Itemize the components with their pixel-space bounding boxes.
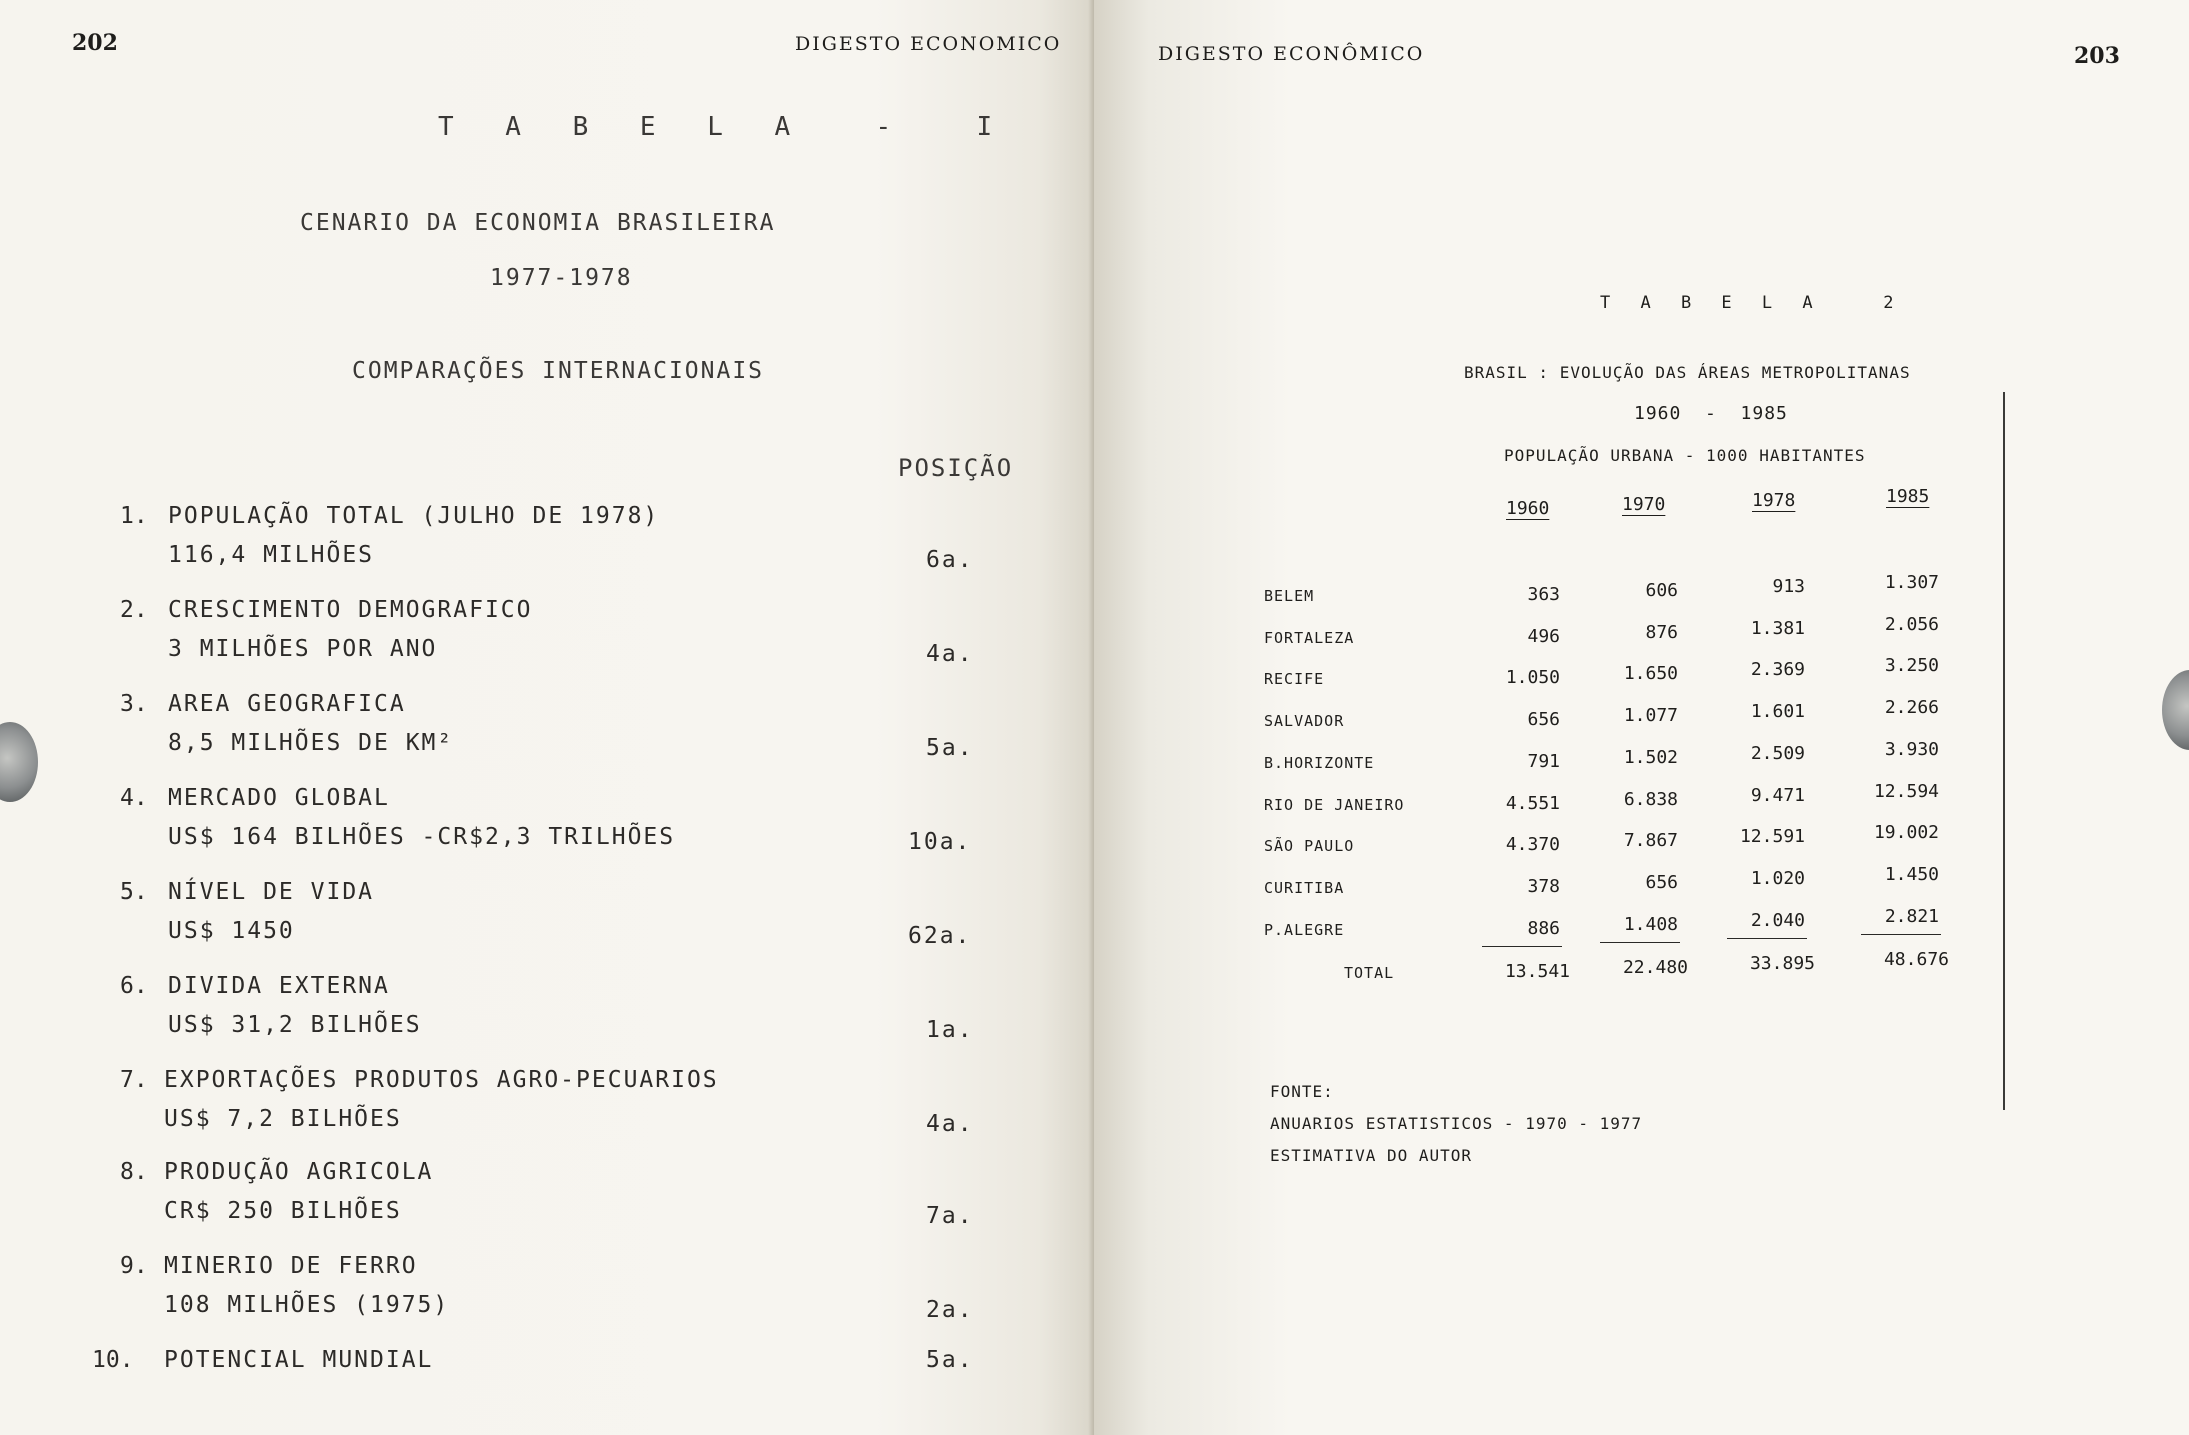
table-cell: 1.381 (1750, 617, 1805, 639)
table-cell: 1.408 (1623, 913, 1678, 935)
item-number: 7. (120, 1067, 148, 1093)
item-position: 6a. (926, 547, 974, 573)
source-label: FONTE: (1270, 1082, 1334, 1101)
item-title: MINERIO DE FERRO (164, 1253, 418, 1279)
table-cell: 656 (1527, 709, 1560, 731)
table-cell: 3.930 (1884, 738, 1939, 760)
city-label: SÃO PAULO (1264, 837, 1355, 856)
table-cell: 4.551 (1505, 792, 1560, 814)
table-1-section: COMPARAÇÕES INTERNACIONAIS (352, 358, 765, 384)
table-cell: 1.050 (1505, 667, 1560, 689)
city-label: P.ALEGRE (1264, 920, 1345, 939)
column-header-1978: 1978 (1752, 490, 1796, 511)
sum-underline (1727, 938, 1807, 940)
binder-hole-left (0, 722, 38, 802)
left-page (0, 0, 1094, 1435)
item-number: 8. (120, 1159, 148, 1185)
table-cell: 606 (1645, 580, 1678, 601)
table-cell: 4.370 (1505, 834, 1560, 856)
city-label: FORTALEZA (1264, 628, 1355, 647)
table-cell: 656 (1645, 871, 1678, 893)
item-number: 2. (120, 597, 148, 623)
total-cell: 22.480 (1622, 957, 1688, 979)
city-label: CURITIBA (1264, 878, 1345, 897)
table-1-title: T A B E L A - I (438, 112, 1011, 142)
item-title: POPULAÇÃO TOTAL (JULHO DE 1978) (168, 503, 660, 529)
item-number: 4. (120, 785, 148, 811)
item-position: 4a. (926, 1111, 974, 1137)
table-cell: 2.056 (1884, 613, 1939, 635)
total-cell: 33.895 (1749, 953, 1815, 975)
source-line-1: ANUARIOS ESTATISTICOS - 1970 - 1977 (1270, 1114, 1643, 1133)
table-cell: 886 (1527, 917, 1560, 939)
item-value: US$ 1450 (168, 918, 295, 944)
table-cell: 2.266 (1884, 697, 1939, 719)
item-title: EXPORTAÇÕES PRODUTOS AGRO-PECUARIOS (164, 1067, 719, 1093)
sum-underline (1861, 934, 1941, 936)
city-label: RIO DE JANEIRO (1264, 795, 1405, 814)
table-cell: 2.821 (1884, 905, 1939, 927)
table-cell: 496 (1527, 625, 1560, 647)
item-number: 10. (92, 1347, 134, 1373)
table-cell: 12.594 (1873, 780, 1939, 802)
item-position: 1a. (926, 1017, 974, 1043)
column-header-1960: 1960 (1506, 498, 1550, 519)
item-title: AREA GEOGRAFICA (168, 691, 406, 717)
item-position: 10a. (908, 829, 972, 855)
item-value: 3 MILHÕES POR ANO (168, 636, 438, 662)
table-cell: 1.020 (1750, 867, 1805, 889)
table-cell: 1.307 (1884, 572, 1939, 593)
city-label: SALVADOR (1264, 712, 1345, 731)
item-title: NÍVEL DE VIDA (168, 879, 375, 905)
table-cell: 378 (1527, 875, 1560, 897)
binder-hole-right (2162, 670, 2189, 750)
table-2-title: T A B E L A 2 (1600, 293, 1904, 313)
item-value: US$ 164 BILHÕES -CR$2,3 TRILHÕES (168, 824, 676, 850)
table-2-right-rule (2003, 392, 2005, 1110)
item-value: US$ 31,2 BILHÕES (168, 1012, 422, 1038)
table-cell: 2.509 (1750, 742, 1805, 764)
column-header-1970: 1970 (1622, 494, 1666, 515)
sum-underline (1600, 942, 1680, 944)
table-cell: 9.471 (1750, 784, 1805, 806)
table-2-period: 1960 - 1985 (1634, 403, 1788, 424)
table-cell: 12.591 (1739, 826, 1805, 848)
left-running-head: DIGESTO ECONOMICO (795, 33, 1062, 55)
item-number: 3. (120, 691, 148, 717)
table-cell: 1.650 (1623, 663, 1678, 685)
item-value: 108 MILHÕES (1975) (164, 1292, 450, 1318)
table-cell: 2.040 (1750, 909, 1805, 931)
table-2-heading: BRASIL : EVOLUÇÃO DAS ÁREAS METROPOLITANAS (1464, 363, 1911, 382)
table-cell: 791 (1527, 750, 1560, 772)
item-number: 1. (120, 503, 148, 529)
city-label: B.HORIZONTE (1264, 753, 1375, 772)
table-cell: 2.369 (1750, 659, 1805, 681)
total-cell: 48.676 (1883, 949, 1949, 971)
item-title: POTENCIAL MUNDIAL (164, 1347, 434, 1373)
position-header: POSIÇÃO (898, 454, 1014, 482)
table-1-subtitle: CENARIO DA ECONOMIA BRASILEIRA (300, 210, 776, 236)
total-cell: 13.541 (1504, 961, 1570, 983)
item-value: CR$ 250 BILHÕES (164, 1198, 402, 1224)
item-position: 5a. (926, 735, 974, 761)
table-cell: 7.867 (1623, 830, 1678, 852)
table-1-years: 1977-1978 (490, 265, 633, 291)
table-cell: 3.250 (1884, 655, 1939, 677)
table-cell: 1.502 (1623, 746, 1678, 768)
table-cell: 876 (1645, 621, 1678, 643)
item-position: 2a. (926, 1297, 974, 1323)
column-header-1985: 1985 (1886, 486, 1930, 507)
item-value: 8,5 MILHÕES DE KM² (168, 730, 454, 756)
table-cell: 1.077 (1623, 705, 1678, 727)
item-position: 5a. (926, 1347, 974, 1373)
item-title: DIVIDA EXTERNA (168, 973, 390, 999)
item-value: 116,4 MILHÕES (168, 542, 375, 568)
table-cell: 1.450 (1884, 863, 1939, 885)
table-2-unit: POPULAÇÃO URBANA - 1000 HABITANTES (1504, 446, 1866, 465)
right-page (1094, 0, 2189, 1435)
right-page-number: 203 (2074, 43, 2120, 69)
source-line-2: ESTIMATIVA DO AUTOR (1270, 1146, 1473, 1165)
item-number: 5. (120, 879, 148, 905)
item-number: 6. (120, 973, 148, 999)
item-position: 62a. (908, 923, 972, 949)
table-cell: 1.601 (1750, 701, 1805, 723)
item-title: MERCADO GLOBAL (168, 785, 390, 811)
city-label: BELEM (1264, 587, 1315, 605)
total-label: TOTAL (1344, 964, 1395, 983)
item-position: 4a. (926, 641, 974, 667)
city-label: RECIFE (1264, 670, 1325, 689)
item-title: PRODUÇÃO AGRICOLA (164, 1159, 434, 1185)
table-cell: 363 (1527, 584, 1560, 605)
table-cell: 913 (1772, 576, 1805, 597)
item-value: US$ 7,2 BILHÕES (164, 1106, 402, 1132)
table-cell: 19.002 (1873, 822, 1939, 844)
right-running-head: DIGESTO ECONÔMICO (1158, 43, 1425, 65)
item-position: 7a. (926, 1203, 974, 1229)
item-number: 9. (120, 1253, 148, 1279)
table-cell: 6.838 (1623, 788, 1678, 810)
item-title: CRESCIMENTO DEMOGRAFICO (168, 597, 533, 623)
left-page-number: 202 (72, 30, 118, 56)
sum-underline (1482, 946, 1562, 948)
